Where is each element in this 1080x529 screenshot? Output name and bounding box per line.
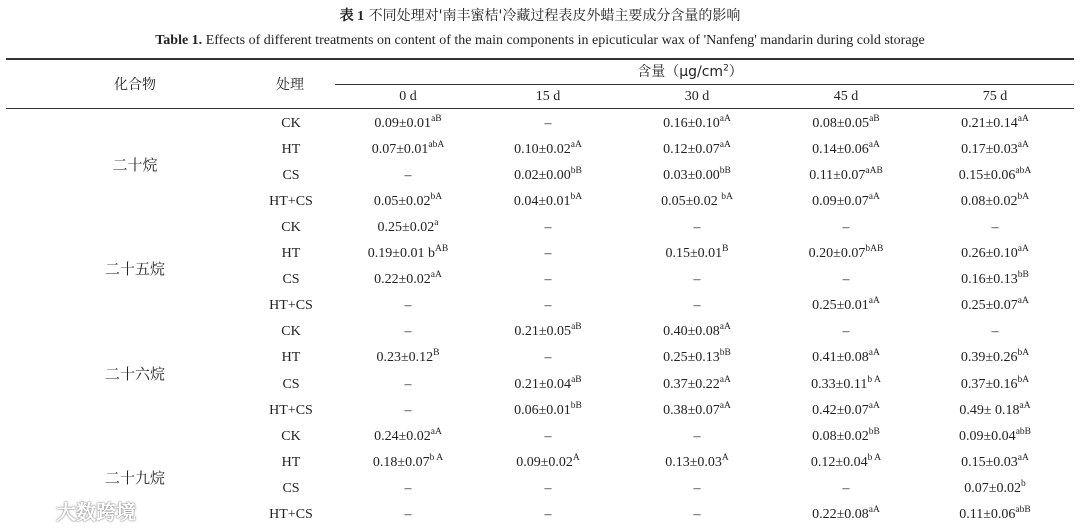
table-cell [925, 504, 1065, 526]
cell-value: – [693, 272, 701, 288]
treatment-label: CS [282, 480, 300, 496]
cell-significance: bB [570, 400, 582, 411]
table-cell [478, 374, 618, 396]
cell-significance: aA [719, 140, 731, 151]
cell-significance: aA [868, 504, 880, 515]
treatment-label: CS [282, 272, 300, 288]
cell-value: – [991, 220, 999, 236]
table-cell [478, 426, 618, 448]
cell-value: – [693, 506, 701, 522]
cell-significance: aA [868, 296, 880, 307]
cell-value: 0.17±0.03 [961, 142, 1018, 158]
table-title-cn [0, 5, 1080, 25]
cell-significance: bA [1017, 348, 1030, 359]
table-cell [627, 113, 767, 135]
table-cell [776, 269, 916, 291]
table-cell [627, 347, 767, 369]
table-cell [776, 191, 916, 213]
table-cell [627, 374, 767, 396]
cell-significance: B [433, 348, 440, 359]
header-treatment: 处理 [276, 77, 304, 93]
treatment-label: HT [281, 350, 301, 366]
table-cell [925, 478, 1065, 500]
content-header-rule [335, 84, 1074, 85]
cell-significance: aA [719, 114, 731, 124]
table-title-en [0, 33, 1080, 49]
cell-value: 0.39±0.26 [960, 350, 1018, 366]
table-cell [478, 139, 618, 161]
table-cell [338, 243, 478, 265]
cell-significance: b [1020, 478, 1026, 489]
cell-value: 0.06±0.01 [514, 402, 571, 418]
table-cell [338, 295, 478, 317]
cell-significance: aB [869, 114, 880, 124]
cell-value: – [404, 168, 412, 184]
table-cell [627, 191, 767, 213]
cell-significance: b A [429, 452, 444, 463]
cell-value: 0.08±0.02 [960, 194, 1018, 210]
table-cell [925, 374, 1065, 396]
cell-significance: aA [719, 322, 731, 333]
cell-value: – [544, 298, 552, 314]
cell-value: 0.09±0.07 [812, 194, 869, 210]
table-cell [627, 217, 767, 239]
cell-significance: AB [434, 244, 449, 255]
table-cell [627, 452, 767, 474]
table-cell [776, 321, 916, 343]
cell-value: – [693, 298, 701, 314]
table-cell [338, 217, 478, 239]
cell-value: 0.25±0.07 [961, 298, 1018, 314]
cell-significance: bB [719, 166, 731, 177]
table-cell [627, 243, 767, 265]
cell-significance: aAB [865, 166, 883, 177]
cell-value: – [544, 428, 552, 444]
cell-significance: B [722, 244, 729, 255]
cell-value: 0.21±0.04 [514, 376, 572, 392]
table-cell [338, 113, 478, 135]
cell-value: 0.07±0.01 [371, 142, 429, 158]
compound-name: 二十六烷 [104, 364, 165, 383]
header-content-label: 含量（μg/cm [637, 64, 724, 80]
cell-significance: abB [1015, 504, 1031, 515]
cell-value: 0.08±0.02 [812, 428, 869, 444]
treatment-label: HT+CS [269, 298, 313, 314]
table-cell [776, 243, 916, 265]
cell-value: – [404, 506, 412, 522]
treatment-label: HT [281, 142, 301, 158]
cell-significance: aA [1017, 244, 1029, 255]
table-cell [776, 374, 916, 396]
cell-significance: aB [571, 374, 582, 385]
table-cell [338, 347, 478, 369]
cell-value: 0.12±0.04 [810, 454, 868, 470]
cell-value: – [544, 246, 552, 262]
cell-significance: a [434, 218, 439, 229]
cell-value: – [544, 350, 552, 366]
cell-significance: bB [868, 426, 880, 437]
cell-value: – [544, 220, 552, 236]
table-cell [776, 139, 916, 161]
cell-value: – [693, 480, 701, 496]
treatment-label: CK [281, 324, 301, 340]
header-day: 15 d [535, 89, 561, 104]
table-cell [925, 217, 1065, 239]
table-cell [338, 139, 478, 161]
header-bottom-rule [6, 108, 1074, 109]
cell-value: – [693, 220, 701, 236]
watermark-text: 大数跨境 [56, 499, 136, 524]
cell-value: 0.09±0.02 [516, 454, 573, 470]
table-cell [627, 504, 767, 526]
cell-significance: aA [430, 270, 442, 281]
cell-value: 0.15±0.03 [961, 454, 1018, 470]
table-cell [925, 165, 1065, 187]
table-cell [627, 139, 767, 161]
cell-value: 0.20±0.07 [808, 246, 866, 262]
cell-value: 0.22±0.08 [812, 506, 869, 522]
table-cell [627, 321, 767, 343]
cell-value: 0.12±0.07 [663, 142, 720, 158]
cell-significance: bA [570, 192, 583, 203]
cell-value: 0.16±0.10 [663, 116, 720, 131]
cell-significance: bA [721, 192, 733, 203]
treatment-label: HT+CS [269, 402, 313, 418]
cell-value: – [842, 272, 850, 288]
cell-value: 0.11±0.06 [959, 506, 1016, 522]
table-cell [478, 452, 618, 474]
cell-significance: aA [1017, 140, 1029, 151]
table-cell [338, 374, 478, 396]
table-title-cn-text: 不同处理对'南丰蜜桔'冷藏过程表皮外蜡主要成分含量的影响 [368, 8, 741, 24]
table-cell [925, 139, 1065, 161]
cell-significance: b A [867, 452, 882, 463]
cell-value: 0.21±0.05 [514, 324, 572, 340]
treatment-label: CK [281, 116, 301, 131]
cell-value: 0.40±0.08 [663, 324, 720, 340]
cell-value: 0.02±0.00 [514, 168, 571, 184]
compound-name: 二十九烷 [104, 468, 165, 487]
cell-value: 0.42±0.07 [812, 402, 869, 418]
table-cell [627, 165, 767, 187]
table-cell [338, 191, 478, 213]
cell-significance: A [572, 452, 580, 463]
cell-significance: bB [1017, 270, 1029, 281]
table-cell [925, 295, 1065, 317]
table-title-cn-prefix: 表 1 [339, 9, 365, 24]
table-cell [478, 165, 618, 187]
cell-significance: abA [428, 140, 445, 151]
header-day: 75 d [982, 89, 1008, 104]
table-cell [478, 478, 618, 500]
cell-value: – [404, 402, 412, 418]
cell-value: 0.13±0.03 [665, 454, 722, 470]
speech-bubble-logo-icon [8, 497, 50, 523]
top-rule [6, 58, 1074, 60]
cell-value: 0.37±0.16 [960, 376, 1018, 392]
table-cell [627, 426, 767, 448]
table-cell [338, 504, 478, 526]
cell-value: 0.08±0.05 [812, 116, 870, 131]
cell-value: 0.26±0.10 [961, 246, 1018, 262]
table-cell [478, 321, 618, 343]
table-cell [925, 113, 1065, 135]
cell-significance: abA [1015, 166, 1032, 177]
cell-significance: bA [1017, 374, 1030, 385]
header-day: 30 d [684, 89, 710, 104]
table-cell [478, 400, 618, 422]
cell-value: 0.19±0.01 b [367, 246, 435, 262]
treatment-label: CS [282, 376, 300, 392]
treatment-label: HT [281, 246, 301, 262]
cell-value: 0.25±0.02 [377, 220, 435, 236]
table-cell [925, 269, 1065, 291]
header-content-sup: 2 [723, 63, 729, 74]
table-cell [776, 347, 916, 369]
table-cell [478, 269, 618, 291]
cell-value: – [404, 480, 412, 496]
table-cell [776, 295, 916, 317]
cell-significance: bB [719, 348, 731, 359]
cell-significance: aA [868, 140, 880, 151]
table-cell [338, 478, 478, 500]
cell-value: 0.22±0.02 [374, 272, 431, 288]
table-cell [478, 347, 618, 369]
cell-significance: aA [719, 400, 731, 411]
table-cell [338, 452, 478, 474]
cell-value: 0.37±0.22 [663, 376, 720, 392]
cell-value: – [404, 324, 412, 340]
cell-significance: A [721, 452, 729, 463]
cell-value: – [991, 324, 999, 340]
table-cell [776, 400, 916, 422]
table-cell [776, 165, 916, 187]
cell-significance: bAB [865, 244, 884, 255]
cell-value: – [404, 376, 412, 392]
cell-value: 0.23±0.12 [376, 350, 434, 366]
table-cell [925, 321, 1065, 343]
cell-value: – [842, 324, 850, 340]
cell-significance: aA [868, 400, 880, 411]
table-title-en-text: Effects of different treatments on content of the main components in epicuticular wax of 'Nanfeng' mandarin during cold storage [205, 33, 925, 48]
table-cell [776, 426, 916, 448]
cell-value: – [404, 298, 412, 314]
cell-value: 0.16±0.13 [961, 272, 1018, 288]
table-cell [776, 478, 916, 500]
cell-value: 0.07±0.02 [964, 480, 1021, 496]
cell-significance: aA [1017, 296, 1029, 307]
compound-name: 二十五烷 [104, 260, 165, 279]
cell-value: 0.09±0.04 [959, 428, 1016, 444]
table-cell [478, 113, 618, 135]
table-cell [627, 478, 767, 500]
cell-significance: aA [868, 348, 880, 359]
cell-value: – [544, 506, 552, 522]
table-cell [627, 400, 767, 422]
cell-value: 0.25±0.13 [663, 350, 720, 366]
cell-significance: abB [1015, 426, 1031, 437]
table-cell [478, 295, 618, 317]
cell-significance: aA [570, 140, 582, 151]
cell-significance: b A [867, 374, 881, 385]
table-cell [338, 400, 478, 422]
table-cell [776, 504, 916, 526]
table-cell [478, 191, 618, 213]
cell-significance: aA [719, 374, 731, 385]
cell-value: – [544, 272, 552, 288]
table-cell [925, 400, 1065, 422]
cell-value: 0.41±0.08 [812, 350, 869, 366]
table-cell [776, 217, 916, 239]
table-cell [925, 452, 1065, 474]
cell-significance: aA [1017, 452, 1029, 463]
cell-value: – [842, 220, 850, 236]
table-cell [478, 504, 618, 526]
cell-significance: bA [430, 192, 443, 203]
compound-name: 二十烷 [112, 156, 158, 175]
header-content [560, 61, 820, 81]
treatment-label: HT+CS [269, 194, 313, 210]
cell-significance: bA [1017, 192, 1030, 203]
table-cell [776, 452, 916, 474]
table-cell [627, 269, 767, 291]
watermark [8, 496, 136, 524]
cell-value: 0.05±0.02 [373, 194, 431, 210]
cell-value: 0.09±0.01 [374, 116, 432, 131]
cell-value: 0.38±0.07 [663, 402, 720, 418]
cell-significance: bB [570, 166, 582, 177]
cell-value: 0.25±0.01 [812, 298, 869, 314]
header-compound: 化合物 [114, 77, 156, 93]
table-cell [478, 217, 618, 239]
table-cell [925, 426, 1065, 448]
table-cell [925, 191, 1065, 213]
treatment-label: CS [282, 168, 300, 184]
header-day: 45 d [833, 89, 859, 104]
cell-value: – [842, 480, 850, 496]
cell-value: – [544, 480, 552, 496]
table-cell [338, 321, 478, 343]
table-cell [338, 426, 478, 448]
cell-significance: aB [571, 322, 582, 333]
cell-value: 0.03±0.00 [663, 168, 720, 184]
table-cell [478, 243, 618, 265]
table-cell [776, 113, 916, 135]
cell-value: – [544, 116, 552, 131]
table-title-en-prefix: Table 1. [155, 33, 203, 48]
header-content-close: ） [728, 64, 743, 80]
treatment-label: CK [281, 220, 301, 236]
cell-significance: aA [430, 426, 442, 437]
cell-value: 0.10±0.02 [514, 142, 571, 158]
cell-value: 0.15±0.01 [665, 246, 723, 262]
table-cell [338, 269, 478, 291]
treatment-label: CK [281, 428, 301, 444]
table-cell [925, 347, 1065, 369]
header-day: 0 d [399, 89, 417, 104]
cell-value: – [693, 428, 701, 444]
cell-value: 0.11±0.07 [809, 168, 866, 184]
treatment-label: HT+CS [269, 506, 313, 522]
table-cell [925, 243, 1065, 265]
table-cell [338, 165, 478, 187]
cell-value: 0.49± 0.18 [959, 402, 1020, 418]
cell-value: 0.05±0.02 [661, 194, 722, 210]
cell-significance: aB [431, 114, 442, 124]
cell-significance: aA [868, 192, 880, 203]
table-cell [627, 295, 767, 317]
cell-significance: aA [1019, 400, 1031, 411]
cell-value: 0.14±0.06 [812, 142, 869, 158]
cell-value: 0.15±0.06 [958, 168, 1016, 184]
cell-value: 0.33±0.11 [811, 376, 868, 392]
cell-value: 0.21±0.14 [961, 116, 1018, 131]
cell-value: 0.04±0.01 [513, 194, 571, 210]
treatment-label: HT [281, 454, 301, 470]
cell-significance: aA [1017, 114, 1029, 124]
cell-value: 0.24±0.02 [374, 428, 431, 444]
cell-value: 0.18±0.07 [372, 454, 430, 470]
